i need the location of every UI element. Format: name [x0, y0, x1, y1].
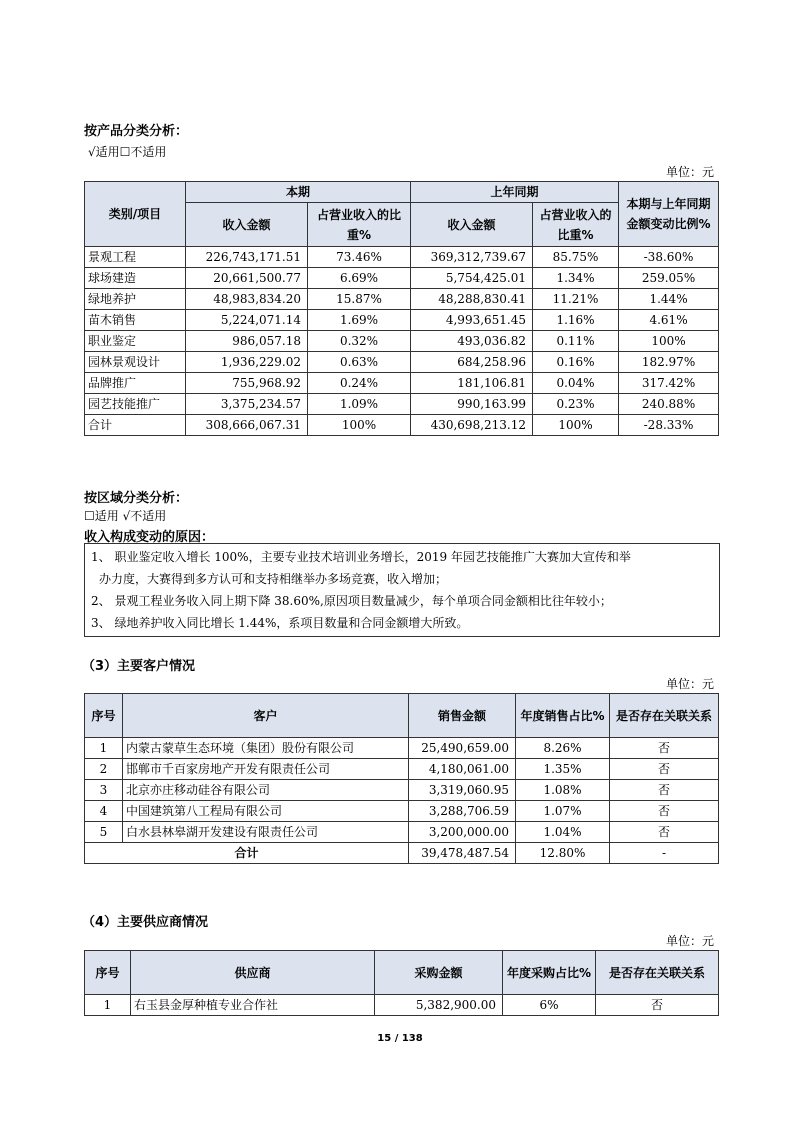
no-cell: 1 — [85, 738, 123, 759]
prior-revenue-cell: 493,036.82 — [411, 331, 533, 352]
related-cell: 否 — [610, 822, 719, 843]
current-ratio-cell: 1.09% — [308, 394, 411, 415]
prior-revenue-cell: 990,163.99 — [411, 394, 533, 415]
prior-ratio-cell: 100% — [533, 415, 619, 436]
change-cell: 240.88% — [619, 394, 719, 415]
customers-table — [84, 693, 719, 864]
prior-ratio-cell: 1.16% — [533, 310, 619, 331]
region-applicable: ☐适用 √不适用 — [84, 509, 167, 523]
ratio-cell: 6% — [503, 995, 596, 1016]
supp-header-no: 序号 — [85, 951, 131, 995]
current-revenue-cell: 308,666,067.31 — [186, 415, 308, 436]
prior-revenue-cell: 5,754,425.01 — [411, 268, 533, 289]
prior-ratio-cell: 11.21% — [533, 289, 619, 310]
change-cell: 259.05% — [619, 268, 719, 289]
header-prior: 上年同期 — [411, 182, 619, 203]
ratio-cell: 1.04% — [516, 822, 610, 843]
header-prior-revenue: 收入金额 — [411, 203, 533, 247]
change-cell: 4.61% — [619, 310, 719, 331]
related-cell: 否 — [610, 801, 719, 822]
category-cell: 球场建造 — [85, 268, 186, 289]
amount-cell: 25,490,659.00 — [409, 738, 516, 759]
customer-name-cell: 邯郸市千百家房地产开发有限责任公司 — [123, 759, 409, 780]
supp-header-ratio: 年度采购占比% — [503, 951, 596, 995]
current-revenue-cell: 755,968.92 — [186, 373, 308, 394]
amount-cell: 3,319,060.95 — [409, 780, 516, 801]
prior-ratio-cell: 1.34% — [533, 268, 619, 289]
ratio-cell: 1.07% — [516, 801, 610, 822]
customer-name-cell: 白水县林皋湖开发建设有限责任公司 — [123, 822, 409, 843]
product-applicable: √适用☐不适用 — [88, 145, 167, 159]
current-ratio-cell: 73.46% — [308, 247, 411, 268]
supp-header-related: 是否存在关联关系 — [596, 951, 719, 995]
header-change: 本期与上年同期金额变动比例% — [619, 182, 719, 247]
amount-cell: 3,200,000.00 — [409, 822, 516, 843]
supp-header-amount: 采购金额 — [375, 951, 503, 995]
category-cell: 品牌推广 — [85, 373, 186, 394]
cust-total-amount: 39,478,487.54 — [409, 843, 516, 864]
cust-header-name: 客户 — [123, 694, 409, 738]
table-row — [85, 310, 719, 331]
table-row — [85, 759, 719, 780]
related-cell: 否 — [596, 995, 719, 1016]
table-row — [85, 247, 719, 268]
ratio-cell: 8.26% — [516, 738, 610, 759]
category-cell: 园林景观设计 — [85, 352, 186, 373]
product-table — [84, 181, 719, 436]
current-ratio-cell: 1.69% — [308, 310, 411, 331]
prior-revenue-cell: 4,993,651.45 — [411, 310, 533, 331]
table-row — [85, 995, 719, 1016]
no-cell: 1 — [85, 995, 131, 1016]
region-heading: 按区域分类分析： — [84, 491, 189, 506]
current-ratio-cell: 100% — [308, 415, 411, 436]
header-current: 本期 — [186, 182, 411, 203]
reason-line-2: 办力度，大赛得到多方认可和支持相继举办多场竞赛，收入增加； — [99, 572, 448, 586]
header-category: 类别/项目 — [85, 182, 186, 247]
change-cell: 317.42% — [619, 373, 719, 394]
change-cell: -38.60% — [619, 247, 719, 268]
current-revenue-cell: 3,375,234.57 — [186, 394, 308, 415]
category-cell: 景观工程 — [85, 247, 186, 268]
no-cell: 2 — [85, 759, 123, 780]
amount-cell: 3,288,706.59 — [409, 801, 516, 822]
cust-total-label: 合计 — [85, 843, 409, 864]
reasons-box — [84, 543, 720, 637]
header-revenue: 收入金额 — [186, 203, 308, 247]
ratio-cell: 1.08% — [516, 780, 610, 801]
suppliers-heading: （4）主要供应商情况 — [82, 915, 209, 930]
page-number: 15 / 138 — [377, 1033, 423, 1044]
product-unit: 单位：元 — [665, 165, 714, 179]
table-row — [85, 415, 719, 436]
table-row — [85, 394, 719, 415]
category-cell: 绿地养护 — [85, 289, 186, 310]
change-cell: 182.97% — [619, 352, 719, 373]
change-cell: 1.44% — [619, 289, 719, 310]
current-revenue-cell: 226,743,171.51 — [186, 247, 308, 268]
current-revenue-cell: 1,936,229.02 — [186, 352, 308, 373]
header-ratio: 占营业收入的比重% — [308, 203, 411, 247]
cust-total-related: - — [610, 843, 719, 864]
table-row — [85, 352, 719, 373]
customer-name-cell: 内蒙古蒙草生态环境（集团）股份有限公司 — [123, 738, 409, 759]
customers-unit: 单位：元 — [665, 677, 714, 691]
table-row — [85, 780, 719, 801]
prior-revenue-cell: 48,288,830.41 — [411, 289, 533, 310]
prior-ratio-cell: 85.75% — [533, 247, 619, 268]
amount-cell: 5,382,900.00 — [375, 995, 503, 1016]
category-cell: 合计 — [85, 415, 186, 436]
current-revenue-cell: 5,224,071.14 — [186, 310, 308, 331]
supp-header-name: 供应商 — [131, 951, 375, 995]
customers-heading: （3）主要客户情况 — [82, 659, 196, 674]
related-cell: 否 — [610, 759, 719, 780]
current-ratio-cell: 0.63% — [308, 352, 411, 373]
prior-revenue-cell: 181,106.81 — [411, 373, 533, 394]
current-revenue-cell: 986,057.18 — [186, 331, 308, 352]
no-cell: 5 — [85, 822, 123, 843]
product-heading: 按产品分类分析： — [84, 124, 189, 139]
customer-name-cell: 北京亦庄移动硅谷有限公司 — [123, 780, 409, 801]
cust-total-ratio: 12.80% — [516, 843, 610, 864]
current-revenue-cell: 48,983,834.20 — [186, 289, 308, 310]
cust-header-related: 是否存在关联关系 — [610, 694, 719, 738]
reason-line-4: 3、 绿地养护收入同比增长 1.44%，系项目数量和合同金额增大所致。 — [91, 616, 469, 630]
no-cell: 4 — [85, 801, 123, 822]
table-row — [85, 822, 719, 843]
table-row — [85, 738, 719, 759]
ratio-cell: 1.35% — [516, 759, 610, 780]
current-ratio-cell: 6.69% — [308, 268, 411, 289]
related-cell: 否 — [610, 738, 719, 759]
table-row — [85, 268, 719, 289]
suppliers-unit: 单位：元 — [665, 934, 714, 948]
prior-ratio-cell: 0.04% — [533, 373, 619, 394]
prior-ratio-cell: 0.16% — [533, 352, 619, 373]
related-cell: 否 — [610, 780, 719, 801]
suppliers-table — [84, 950, 719, 1016]
current-ratio-cell: 15.87% — [308, 289, 411, 310]
supplier-name-cell: 右玉县金厚种植专业合作社 — [131, 995, 375, 1016]
category-cell: 苗木销售 — [85, 310, 186, 331]
category-cell: 职业鉴定 — [85, 331, 186, 352]
header-prior-ratio: 占营业收入的比重% — [533, 203, 619, 247]
prior-revenue-cell: 430,698,213.12 — [411, 415, 533, 436]
table-row — [85, 801, 719, 822]
current-ratio-cell: 0.24% — [308, 373, 411, 394]
cust-header-ratio: 年度销售占比% — [516, 694, 610, 738]
prior-ratio-cell: 0.11% — [533, 331, 619, 352]
current-ratio-cell: 0.32% — [308, 331, 411, 352]
change-cell: 100% — [619, 331, 719, 352]
cust-header-no: 序号 — [85, 694, 123, 738]
table-row — [85, 331, 719, 352]
table-row — [85, 373, 719, 394]
amount-cell: 4,180,061.00 — [409, 759, 516, 780]
prior-ratio-cell: 0.23% — [533, 394, 619, 415]
prior-revenue-cell: 684,258.96 — [411, 352, 533, 373]
reasons-heading: 收入构成变动的原因： — [84, 530, 215, 545]
reason-line-1: 1、 职业鉴定收入增长 100%，主要专业技术培训业务增长，2019 年园艺技能推广大赛加大宣传和举 — [91, 550, 631, 564]
current-revenue-cell: 20,661,500.77 — [186, 268, 308, 289]
customer-name-cell: 中国建筑第八工程局有限公司 — [123, 801, 409, 822]
change-cell: -28.33% — [619, 415, 719, 436]
category-cell: 园艺技能推广 — [85, 394, 186, 415]
prior-revenue-cell: 369,312,739.67 — [411, 247, 533, 268]
table-row — [85, 289, 719, 310]
no-cell: 3 — [85, 780, 123, 801]
cust-header-amount: 销售金额 — [409, 694, 516, 738]
reason-line-3: 2、 景观工程业务收入同上期下降 38.60%,原因项目数量减少，每个单项合同金额相比往年较小； — [91, 594, 612, 608]
